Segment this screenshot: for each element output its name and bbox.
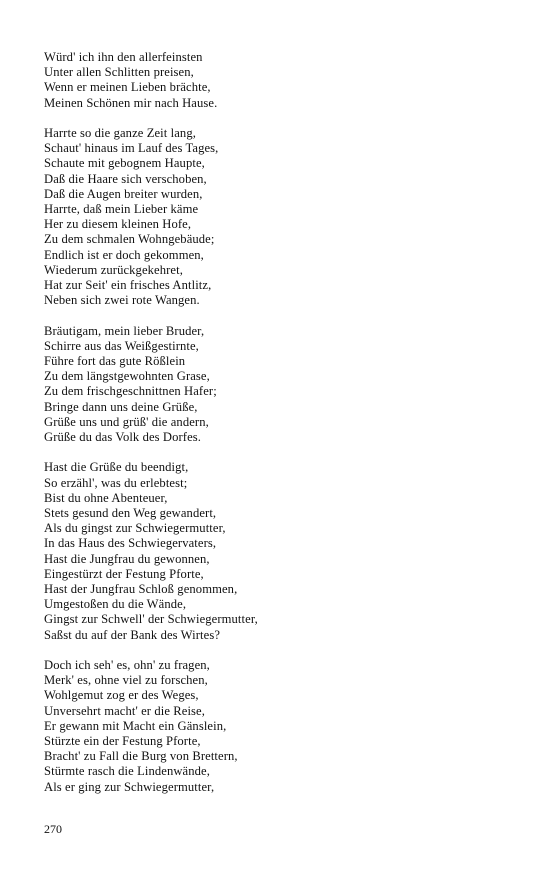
verse-line: Als er ging zur Schwiegermutter, (44, 779, 215, 794)
verse-line: Bräutigam, mein lieber Bruder, (44, 323, 205, 338)
verse-line: Stürmte rasch die Lindenwände, (44, 764, 210, 779)
verse-line: Bist du ohne Abenteuer, (44, 490, 168, 505)
verse-line: Er gewann mit Macht ein Gänslein, (44, 718, 227, 733)
verse-line: Stets gesund den Weg gewandert, (44, 506, 217, 521)
verse-line: Umgestoßen du die Wände, (44, 597, 187, 612)
verse-line: Harrte so die ganze Zeit lang, (44, 126, 196, 140)
verse-line: Zu dem schmalen Wohngebäude; (44, 232, 215, 247)
verse-line: Zu dem längstgewohnten Grase, (44, 369, 210, 384)
verse-line: Grüße du das Volk des Dorfes. (44, 430, 202, 445)
verse-line: Stürzte ein der Festung Pforte, (44, 734, 201, 749)
verse-line: Schaute mit gebognem Haupte, (44, 156, 205, 171)
verse-line: Harrte, daß mein Lieber käme (44, 202, 199, 217)
stanza (44, 50, 524, 111)
verse-line: Hast der Jungfrau Schloß genommen, (44, 582, 238, 597)
verse-line: Schirre aus das Weißgestirnte, (44, 338, 199, 353)
verse-line: Schaut' hinaus im Lauf des Tages, (44, 141, 219, 156)
verse-line: Meinen Schönen mir nach Hause. (44, 95, 218, 110)
verse-line: Hast die Grüße du beendigt, (44, 460, 189, 475)
verse-line: Hast die Jungfrau du gewonnen, (44, 551, 210, 566)
verse-line: Doch ich seh' es, ohn' zu fragen, (44, 658, 210, 673)
verse-line: Merk' es, ohne viel zu forschen, (44, 673, 208, 688)
stanza (44, 658, 524, 795)
verse-line: Daß die Haare sich verschoben, (44, 171, 207, 186)
verse-line: Saßst du auf der Bank des Wirtes? (44, 627, 221, 642)
verse-line: Wenn er meinen Lieben brächte, (44, 80, 211, 95)
verse-line: Als du gingst zur Schwiegermutter, (44, 521, 226, 536)
verse-line: Gingst zur Schwell' der Schwiegermutter, (44, 612, 258, 627)
stanza (44, 460, 524, 642)
verse-line: Unter allen Schlitten preisen, (44, 65, 194, 80)
verse-line: Zu dem frischgeschnittnen Hafer; (44, 384, 217, 399)
verse-line: Daß die Augen breiter wurden, (44, 186, 203, 201)
verse-line: Endlich ist er doch gekommen, (44, 247, 204, 262)
poem-text (44, 50, 524, 795)
verse-line: Führe fort das gute Rößlein (44, 354, 186, 369)
verse-line: Eingestürzt der Festung Pforte, (44, 566, 204, 581)
verse-line: Wiederum zurückgekehret, (44, 262, 183, 277)
verse-line: So erzähl', was du erlebtest; (44, 475, 188, 490)
stanza (44, 324, 524, 446)
verse-line: Bracht' zu Fall die Burg von Brettern, (44, 749, 238, 764)
verse-line: Unversehrt macht' er die Reise, (44, 703, 205, 718)
stanza (44, 126, 524, 308)
verse-line: Würd' ich ihn den allerfeinsten (44, 50, 203, 64)
verse-line: Bringe dann uns deine Grüße, (44, 399, 198, 414)
verse-line: Neben sich zwei rote Wangen. (44, 293, 200, 308)
verse-line: Hat zur Seit' ein frisches Antlitz, (44, 278, 212, 293)
verse-line: Her zu diesem kleinen Hofe, (44, 217, 192, 232)
verse-line: Wohlgemut zog er des Weges, (44, 688, 199, 703)
verse-line: In das Haus des Schwiegervaters, (44, 536, 217, 551)
page-number: 270 (44, 822, 62, 836)
verse-line: Grüße uns und grüß' die andern, (44, 414, 209, 429)
